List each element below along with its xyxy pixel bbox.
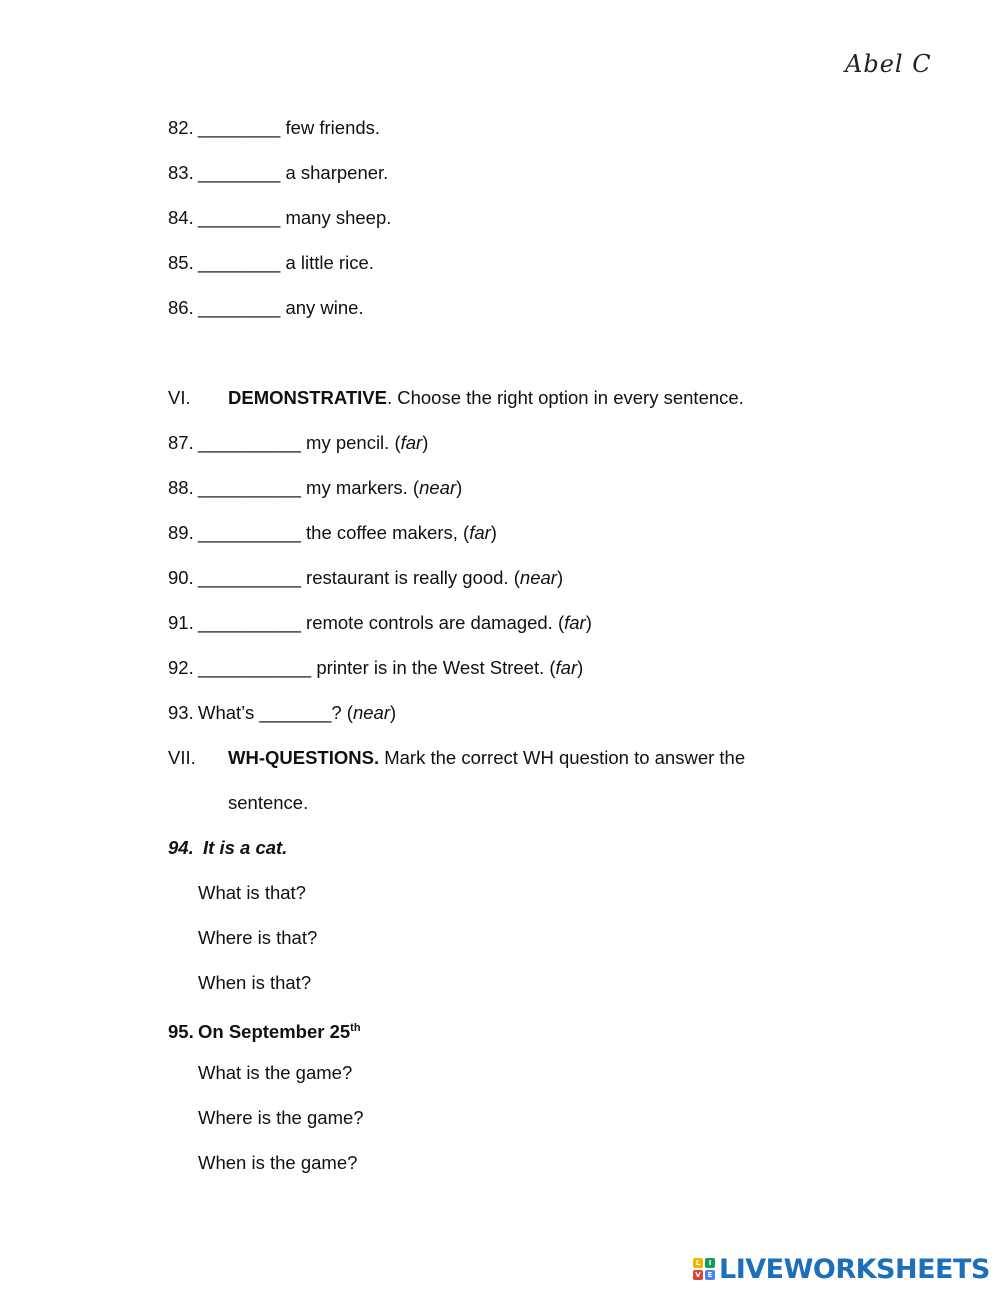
item-number: 84. bbox=[168, 207, 194, 228]
item-number: 89. bbox=[168, 522, 194, 543]
item-text-end: ) bbox=[585, 612, 592, 633]
item-hint: far bbox=[400, 432, 423, 453]
answer-option[interactable]: When is the game? bbox=[198, 1152, 358, 1173]
item-text[interactable]: __________ my markers. ( bbox=[198, 477, 420, 498]
section-instruction: Mark the correct WH question to answer the bbox=[379, 747, 746, 768]
section-instruction-continued: sentence. bbox=[228, 792, 309, 813]
item-93 bbox=[168, 702, 396, 724]
item-text: few friends. bbox=[280, 117, 381, 138]
item-number: 91. bbox=[168, 612, 194, 633]
question-text: On September 25 bbox=[198, 1021, 351, 1043]
logo-letter: E bbox=[705, 1270, 715, 1280]
item-number: 82. bbox=[168, 117, 194, 138]
section-title: WH-QUESTIONS. bbox=[228, 747, 380, 768]
item-89 bbox=[168, 522, 497, 544]
answer-option[interactable]: What is the game? bbox=[198, 1062, 353, 1083]
logo-mark-icon bbox=[693, 1258, 715, 1280]
item-86 bbox=[168, 297, 364, 319]
section-instruction: . Choose the right option in every sentence. bbox=[386, 387, 744, 408]
author-signature: Abel C bbox=[845, 50, 932, 78]
item-hint: far bbox=[555, 657, 578, 678]
section-number: VII. bbox=[168, 747, 196, 768]
item-84 bbox=[168, 207, 391, 229]
question-number: 94. bbox=[168, 837, 194, 858]
question-95 bbox=[168, 1017, 361, 1043]
item-text: any wine. bbox=[280, 297, 364, 318]
logo-letter: I bbox=[705, 1258, 715, 1268]
item-number: 92. bbox=[168, 657, 194, 678]
section-heading-wh-questions bbox=[168, 747, 745, 769]
ordinal-suffix: th bbox=[350, 1022, 361, 1034]
section-heading-demonstrative bbox=[168, 387, 744, 409]
item-number: 83. bbox=[168, 162, 194, 183]
logo-letter: V bbox=[693, 1270, 703, 1280]
item-82 bbox=[168, 117, 380, 139]
item-text[interactable]: ___________ printer is in the West Street. ( bbox=[198, 657, 556, 678]
question-text: It is a cat. bbox=[203, 837, 288, 858]
item-text-end: ) bbox=[577, 657, 584, 678]
item-87 bbox=[168, 432, 428, 454]
item-number: 90. bbox=[168, 567, 194, 588]
section-number: VI. bbox=[168, 387, 191, 408]
item-text: many sheep. bbox=[280, 207, 392, 228]
logo-letter: L bbox=[693, 1258, 703, 1268]
answer-option[interactable]: When is that? bbox=[198, 972, 312, 993]
answer-blank[interactable]: ________ bbox=[198, 252, 281, 273]
answer-blank[interactable]: ________ bbox=[198, 162, 281, 183]
item-92 bbox=[168, 657, 583, 679]
item-text-end: ) bbox=[390, 702, 397, 723]
item-text[interactable]: __________ the coffee makers, ( bbox=[198, 522, 470, 543]
item-number: 93. bbox=[168, 702, 194, 723]
answer-option[interactable]: Where is the game? bbox=[198, 1107, 364, 1128]
item-text[interactable]: __________ my pencil. ( bbox=[198, 432, 401, 453]
item-number: 85. bbox=[168, 252, 194, 273]
item-91 bbox=[168, 612, 592, 634]
item-text[interactable]: __________ restaurant is really good. ( bbox=[198, 567, 520, 588]
item-85 bbox=[168, 252, 374, 274]
item-text-end: ) bbox=[556, 567, 564, 588]
item-text[interactable]: __________ remote controls are damaged. ( bbox=[198, 612, 565, 633]
item-90 bbox=[168, 567, 563, 589]
item-number: 86. bbox=[168, 297, 194, 318]
item-83 bbox=[168, 162, 388, 184]
answer-blank[interactable]: ________ bbox=[198, 297, 281, 318]
item-text-end: ) bbox=[422, 432, 429, 453]
item-text[interactable]: What’s _______? ( bbox=[198, 702, 353, 723]
question-94 bbox=[168, 837, 287, 859]
answer-blank[interactable]: ________ bbox=[198, 117, 281, 138]
item-hint: near bbox=[352, 702, 390, 723]
item-text: a little rice. bbox=[280, 252, 374, 273]
item-hint: near bbox=[419, 477, 457, 498]
item-88 bbox=[168, 477, 462, 499]
answer-option[interactable]: What is that? bbox=[198, 882, 306, 903]
item-hint: far bbox=[564, 612, 586, 633]
item-text-end: ) bbox=[490, 522, 497, 543]
item-number: 87. bbox=[168, 432, 194, 453]
item-text: a sharpener. bbox=[280, 162, 389, 183]
question-number: 95. bbox=[168, 1021, 194, 1043]
item-hint: far bbox=[469, 522, 491, 543]
section-title: DEMONSTRATIVE bbox=[228, 387, 387, 408]
liveworksheets-logo[interactable] bbox=[693, 1253, 990, 1285]
answer-option[interactable]: Where is that? bbox=[198, 927, 318, 948]
item-hint: near bbox=[519, 567, 557, 588]
answer-blank[interactable]: ________ bbox=[198, 207, 281, 228]
item-number: 88. bbox=[168, 477, 194, 498]
logo-text: LIVEWORKSHEETS bbox=[719, 1253, 990, 1285]
item-text-end: ) bbox=[456, 477, 463, 498]
